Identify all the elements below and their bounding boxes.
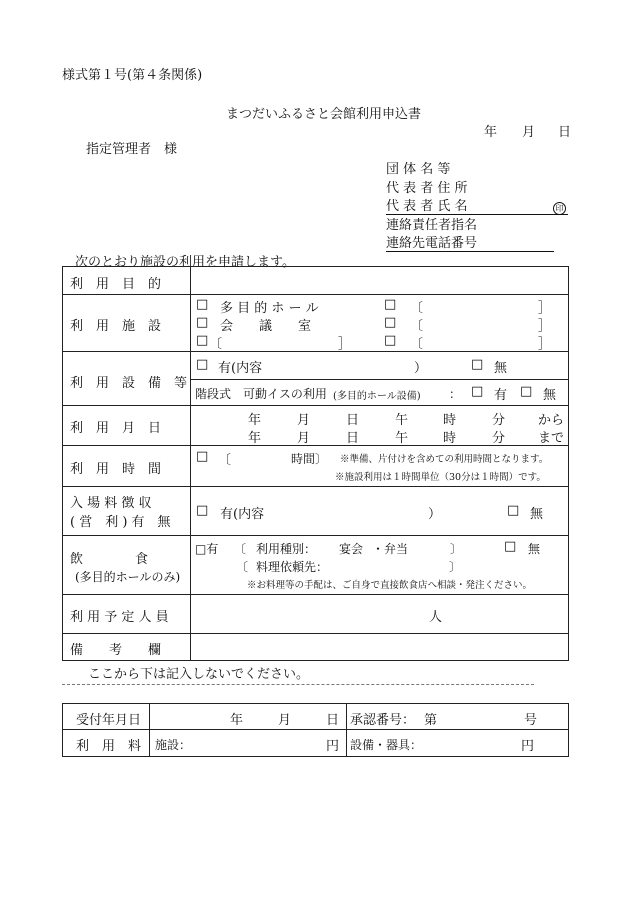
rep-address-label: 代 表 者 住 所 bbox=[386, 181, 468, 196]
from-noon: 午 bbox=[395, 413, 409, 428]
contact-phone-label: 連絡先電話番号 bbox=[386, 232, 554, 252]
seal-icon: 印 bbox=[553, 202, 566, 215]
time-note-unit: ※施設利用は１時間単位（30分は１時間）です。 bbox=[335, 472, 546, 483]
food-none-label: 無 bbox=[528, 542, 541, 556]
date-month-label: 月 bbox=[522, 125, 536, 140]
to-hour: 時 bbox=[443, 431, 457, 446]
seal-mark bbox=[553, 196, 566, 215]
equipment-close-paren: ） bbox=[414, 361, 428, 376]
group-name-label: 団 体 名 等 bbox=[386, 162, 451, 177]
food-label: 飲 食 bbox=[70, 552, 149, 567]
facility-checkbox-other4[interactable]: □ bbox=[384, 333, 397, 348]
to-noon: 午 bbox=[395, 431, 409, 446]
received-label: 受付年月日 bbox=[76, 713, 142, 728]
time-checkbox[interactable]: □ bbox=[196, 449, 209, 464]
stairs-checkbox-none[interactable]: □ bbox=[520, 384, 533, 399]
from-hour: 時 bbox=[443, 413, 457, 428]
people-label: 利 用 予 定 人 員 bbox=[70, 610, 169, 625]
equipment-none-label: 無 bbox=[494, 361, 508, 376]
facility-checkbox-meeting[interactable]: □ bbox=[196, 315, 209, 330]
facility-checkbox-other1[interactable]: □ bbox=[384, 297, 397, 312]
facility-bracket-close: ］ bbox=[538, 337, 552, 352]
people-unit: 人 bbox=[429, 610, 443, 625]
food-request-label: 料理依頼先： bbox=[256, 560, 329, 574]
food-banquet-label: 宴会 bbox=[339, 542, 364, 556]
from-month: 月 bbox=[297, 413, 311, 428]
fee-checkbox-has[interactable]: □ bbox=[196, 503, 209, 518]
stairs-yes-label: 有 bbox=[494, 388, 508, 403]
to-day: 日 bbox=[346, 431, 360, 446]
fee-none-label: 無 bbox=[530, 507, 544, 522]
approval-no-suffix: 号 bbox=[524, 713, 538, 728]
received-year: 年 bbox=[230, 713, 244, 728]
stairs-none-label: 無 bbox=[543, 388, 557, 403]
until-label: まで bbox=[538, 431, 565, 446]
equipment-label: 利 用 設 備 等 bbox=[70, 376, 188, 391]
fee-has-label: 有(内容 bbox=[220, 507, 265, 522]
approval-label: 承認番号： bbox=[350, 713, 416, 728]
form-title: まつだいふるさと会館利用申込書 bbox=[226, 107, 422, 122]
equipment-checkbox-none[interactable]: □ bbox=[471, 357, 484, 372]
to-year: 年 bbox=[248, 431, 262, 446]
received-month: 月 bbox=[278, 713, 292, 728]
received-day: 日 bbox=[326, 713, 340, 728]
rep-name-label: 代 表 者 氏 名 bbox=[386, 195, 568, 215]
facility-fee-yen: 円 bbox=[326, 739, 340, 754]
fee-label: 入 場 料 徴 収 bbox=[70, 496, 152, 511]
approval-no-prefix: 第 bbox=[424, 713, 438, 728]
food-checkbox-none[interactable]: □ bbox=[504, 539, 517, 554]
cut-line bbox=[62, 684, 534, 685]
facility-bracket-open: 〔 bbox=[410, 337, 424, 352]
stairs-label: 階段式 可動イスの利用 bbox=[195, 387, 327, 401]
time-bracket-open: 〔 bbox=[218, 453, 232, 468]
food-sublabel: (多目的ホールのみ) bbox=[75, 570, 181, 584]
intro-text: 次のとおり施設の利用を申請します。 bbox=[75, 255, 295, 270]
facility-bracket-open: 〔 bbox=[209, 337, 223, 352]
food-bracket-close: 〕 bbox=[450, 542, 463, 556]
from-day: 日 bbox=[346, 413, 360, 428]
facility-checkbox-other2[interactable]: □ bbox=[384, 315, 397, 330]
date-year-label: 年 bbox=[484, 125, 498, 140]
date-day-label: 日 bbox=[558, 125, 572, 140]
purpose-label: 利 用 目 的 bbox=[70, 277, 162, 292]
facility-bracket-close: ］ bbox=[538, 301, 552, 316]
to-minute: 分 bbox=[492, 431, 506, 446]
equip-fee-label: 設備・器具： bbox=[350, 738, 423, 752]
time-note-prep: ※準備、片付けを含めての利用時間となります。 bbox=[340, 454, 549, 465]
equip-fee-yen: 円 bbox=[521, 739, 535, 754]
equipment-checkbox-has[interactable]: □ bbox=[196, 357, 209, 372]
time-label: 利 用 時 間 bbox=[70, 462, 162, 477]
dates-label: 利 用 月 日 bbox=[70, 421, 162, 436]
time-hours-label: 時間〕 bbox=[291, 452, 328, 466]
food-bento-label: ・弁当 bbox=[372, 542, 409, 556]
facility-meeting-label: 会 議 室 bbox=[220, 319, 312, 334]
form-number: 様式第１号(第４条関係) bbox=[62, 68, 203, 83]
stairs-note: (多目的ホール設備) bbox=[333, 391, 421, 402]
facility-hall-label: 多 目 的 ホ ー ル bbox=[220, 301, 319, 316]
food-bracket-close-2: 〕 bbox=[449, 560, 462, 574]
stairs-checkbox-yes[interactable]: □ bbox=[471, 384, 484, 399]
facility-bracket-close: ］ bbox=[338, 337, 352, 352]
fee-checkbox-none[interactable]: □ bbox=[507, 503, 520, 518]
fee-sublabel: ( 営 利 ) 有 無 bbox=[70, 515, 171, 530]
fee-close-paren: ） bbox=[428, 507, 442, 522]
food-bracket-open: 〔 bbox=[234, 542, 247, 556]
stairs-colon: ： bbox=[449, 387, 462, 401]
facility-label: 利 用 施 設 bbox=[70, 319, 162, 334]
purpose-input-area[interactable] bbox=[192, 268, 566, 293]
to-month: 月 bbox=[297, 431, 311, 446]
equipment-has-label: 有(内容 bbox=[218, 361, 263, 376]
food-kind-label: 利用種別： bbox=[256, 542, 317, 556]
facility-checkbox-other3[interactable]: □ bbox=[196, 333, 209, 348]
facility-bracket-open: 〔 bbox=[410, 301, 424, 316]
facility-checkbox-hall[interactable]: □ bbox=[196, 297, 209, 312]
from-minute: 分 bbox=[492, 413, 506, 428]
from-year: 年 bbox=[248, 413, 262, 428]
fee-label-office: 利 用 料 bbox=[76, 739, 142, 754]
from-label: から bbox=[538, 413, 565, 428]
addressee: 指定管理者 様 bbox=[86, 142, 178, 157]
table-divider bbox=[190, 266, 191, 661]
facility-bracket-close: ］ bbox=[538, 319, 552, 334]
remarks-label: 備 考 欄 bbox=[70, 643, 162, 658]
facility-fee-label: 施設： bbox=[155, 738, 192, 752]
office-use-note: ここから下は記入しないでください。 bbox=[88, 667, 310, 682]
contact-person-label: 連絡責任者指名 bbox=[386, 218, 478, 233]
food-bracket-open-2: 〔 bbox=[236, 560, 249, 574]
food-note: ※お料理等の手配は、ご自身で直接飲食店へ相談・発注ください。 bbox=[247, 580, 533, 591]
facility-bracket-open: 〔 bbox=[410, 319, 424, 334]
food-checkbox-has[interactable]: □有 bbox=[195, 542, 219, 556]
